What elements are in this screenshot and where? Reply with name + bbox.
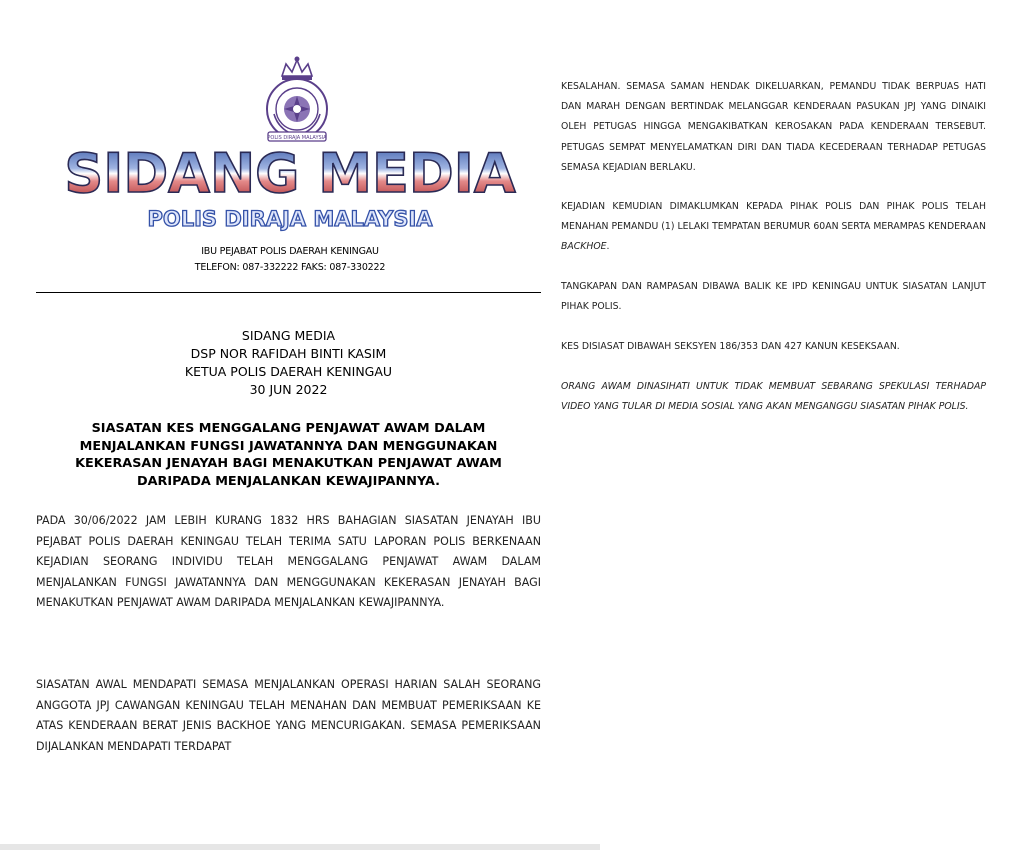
office-name: IBU PEJABAT POLIS DAERAH KENINGAU xyxy=(201,246,379,257)
paragraph-4-end: . xyxy=(606,241,610,253)
brand-subtitle-logo xyxy=(130,203,450,233)
crest-banner-text: POLIS DIRAJA MALAYSIA xyxy=(267,135,327,141)
brand-subtitle-text: POLIS DIRAJA MALAYSIA xyxy=(147,207,433,231)
paragraph-5: TANGKAPAN DAN RAMPASAN DIBAWA BALIK KE IPD KENINGAU UNTUK SIASATAN LANJUT PIHAK POLIS. xyxy=(561,281,986,313)
brand-title-logo xyxy=(64,140,516,205)
paragraph-4 xyxy=(561,197,986,258)
paragraph-4-italic: BACKHOE xyxy=(561,241,607,253)
meta-line-4: 30 JUN 2022 xyxy=(249,382,328,397)
paragraph-6: KES DISIASAT DIBAWAH SEKSYEN 186/353 DAN 427 KANUN KESEKSAAN. xyxy=(561,341,900,352)
paragraph-4-text: KEJADIAN KEMUDIAN DIMAKLUMKAN KEPADA PIHAK POLIS DAN PIHAK POLIS TELAH MENAHAN PEMANDU (1) LELAKI TEMPATAN BERUMUR 60AN SERTA MERAMPAS KENDERAAN xyxy=(561,201,986,233)
paragraph-2: SIASATAN AWAL MENDAPATI SEMASA MENJALANKAN OPERASI HARIAN SALAH SEORANG ANGGOTA JPJ CAWANGAN KENINGAU TELAH MENAHAN DAN MEMBUAT PEMERIKSAAN KE ATAS KENDERAAN BERAT JENIS BACKHOE YANG MENCURIGAKAN. SEMASA PEMERIKSAAN DIJALANKAN MENDAPATI TERDAPAT xyxy=(36,678,541,753)
paragraph-1: PADA 30/06/2022 JAM LEBIH KURANG 1832 HRS BAHAGIAN SIASATAN JENAYAH IBU PEJABAT POLIS DAERAH KENINGAU TELAH TERIMA SATU LAPORAN POLIS BERKENAAN KEJADIAN SEORANG INDIVIDU TELAH MENGGALANG PENJAWAT AWAM DALAM MENJALANKAN FUNGSI JAWATANNYA DAN MENGGUNAKAN KEKERASAN JENAYAH BAGI MENAKUTKAN PENJAWAT AWAM DARIPADA MENJALANKAN KEWAJIPANNYA. xyxy=(36,514,541,610)
paragraph-7: ORANG AWAM DINASIHATI UNTUK TIDAK MEMBUAT SEBARANG SPEKULASI TERHADAP VIDEO YANG TULAR DI MEDIA SOSIAL YANG AKAN MENGANGGU SIASATAN PIHAK POLIS. xyxy=(561,381,986,413)
meta-line-3: KETUA POLIS DAERAH KENINGAU xyxy=(184,364,393,379)
brand-title-text: SIDANG MEDIA xyxy=(64,142,516,205)
headline: SIASATAN KES MENGGALANG PENJAWAT AWAM DALAM MENJALANKAN FUNGSI JAWATANNYA DAN MENGGUNAKAN KEKERASAN JENAYAH BAGI MENAKUTKAN PENJAWAT AWAM DARIPADA MENJALANKAN KEWAJIPANNYA. xyxy=(75,421,502,489)
police-crest-icon xyxy=(252,54,342,144)
bottom-edge xyxy=(0,844,600,850)
paragraph-3: KESALAHAN. SEMASA SAMAN HENDAK DIKELUARKAN, PEMANDU TIDAK BERPUAS HATI DAN MARAH DENGAN BERTINDAK MELANGGAR KENDERAAN PASUKAN JPJ YANG DINAIKI OLEH PETUGAS HINGGA MENGAKIBATKAN KEROSAKAN PADA KENDERAAN TERSEBUT. PETUGAS SEMPAT MENYELAMATKAN DIRI DAN TIADA KECEDERAAN TERHADAP PETUGAS SEMASA KEJADIAN BERLAKU. xyxy=(561,81,986,173)
meta-line-2: DSP NOR RAFIDAH BINTI KASIM xyxy=(190,346,387,361)
meta-line-1: SIDANG MEDIA xyxy=(241,328,336,343)
header-divider xyxy=(36,292,541,293)
office-phone: TELEFON: 087-332222 FAKS: 087-330222 xyxy=(194,262,386,273)
